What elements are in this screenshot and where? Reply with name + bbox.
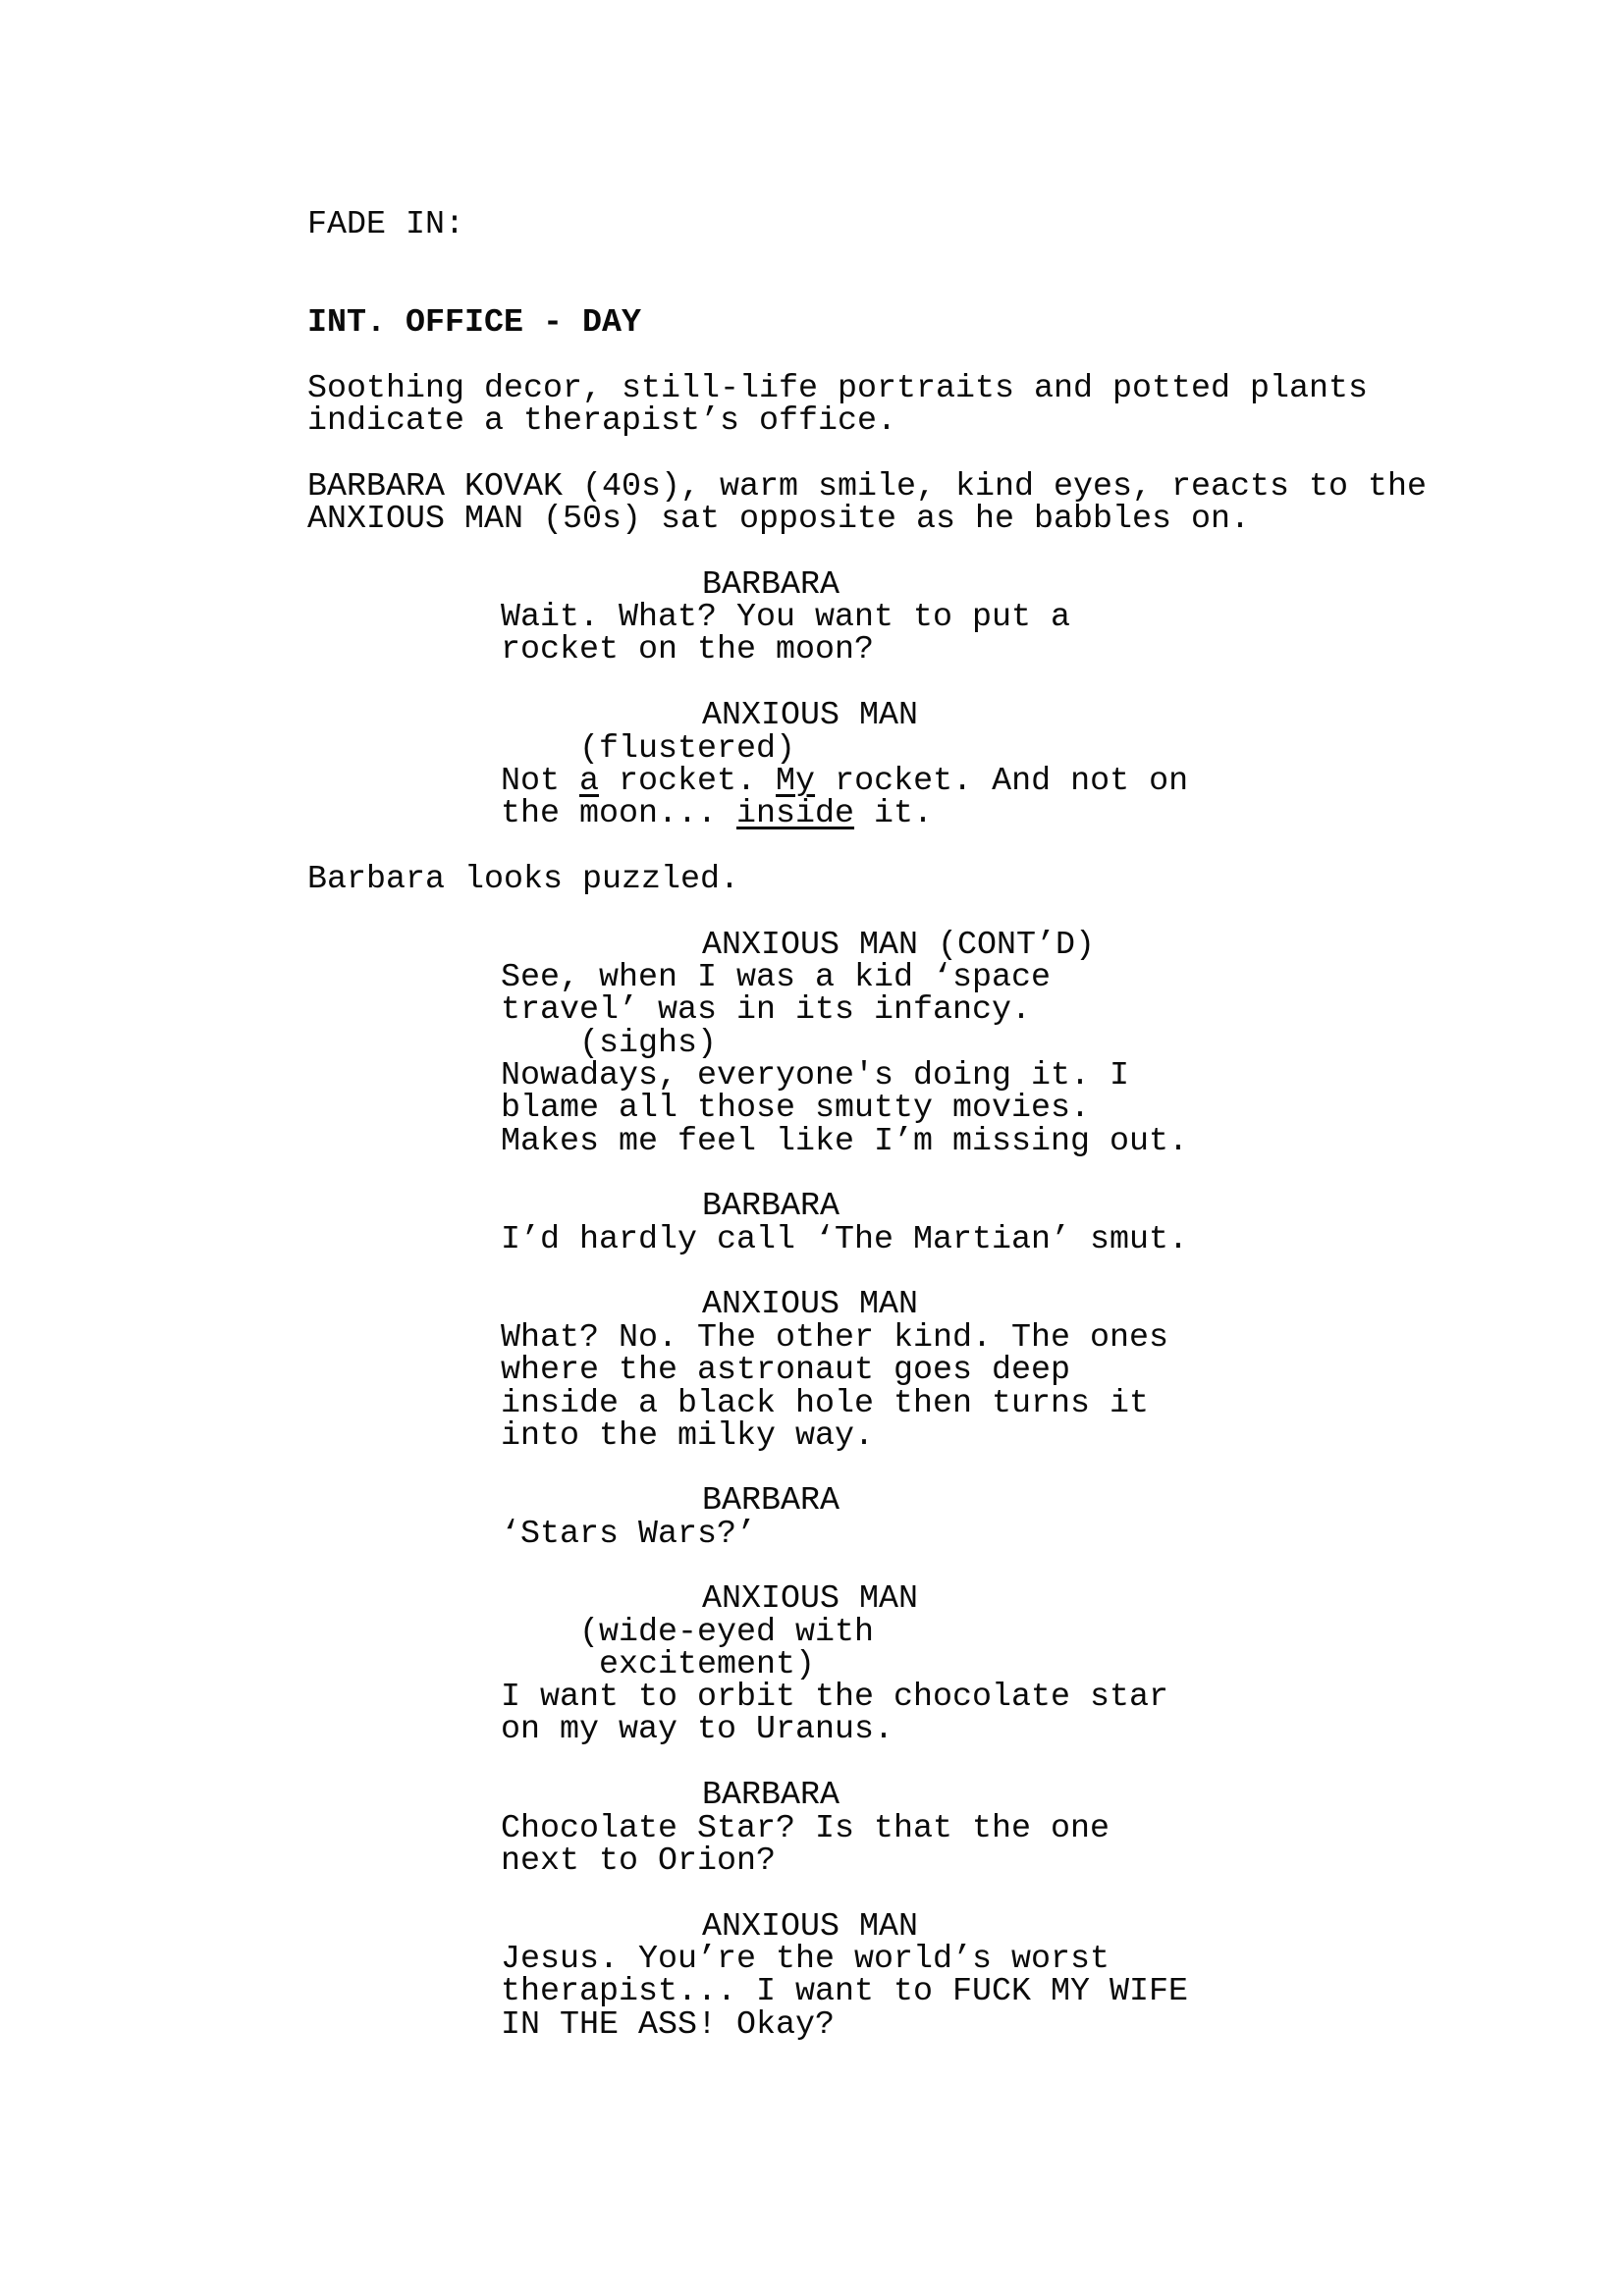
script-line: I’d hardly call ‘The Martian’ smut. [501, 1221, 1189, 1258]
script-line: Chocolate Star? Is that the one [501, 1810, 1110, 1847]
action-setting-description [307, 370, 1369, 441]
dialogue-anxious-man-4 [501, 1679, 1169, 1749]
script-line: Wait. What? You want to put a [501, 599, 1071, 636]
script-line: I want to orbit the chocolate star [501, 1679, 1169, 1716]
script-line: IN THE ASS! Okay? [501, 2005, 836, 2044]
transition-fade-in [307, 206, 465, 243]
dialogue-anxious-man-5 [501, 1941, 1189, 2044]
character-cue-anxious-man-contd [702, 927, 1096, 964]
script-line: FADE IN: [307, 206, 465, 243]
character-cue-anxious-man-4 [702, 1908, 919, 1946]
script-line: (wide-eyed with [579, 1614, 875, 1651]
character-cue-barbara-4 [702, 1777, 840, 1814]
dialogue-anxious-man-2a [501, 959, 1052, 1030]
character-cue-anxious-man-3 [702, 1580, 919, 1618]
script-line: ANXIOUS MAN (CONT’D) [702, 927, 1096, 964]
script-line: blame all those smutty movies. [501, 1090, 1091, 1128]
script-line: BARBARA [702, 1482, 840, 1520]
character-cue-anxious-man-1 [702, 697, 919, 734]
script-line: Barbara looks puzzled. [307, 861, 740, 898]
script-line: Jesus. You’re the world’s worst [501, 1941, 1110, 1978]
script-line: the moon... inside it. [501, 795, 934, 833]
character-cue-anxious-man-2 [702, 1286, 919, 1323]
script-line: ANXIOUS MAN [702, 697, 919, 734]
dialogue-barbara-1 [501, 599, 1071, 669]
script-line: rocket on the moon? [501, 631, 875, 669]
script-line: inside a black hole then turns it [501, 1384, 1150, 1422]
script-line: (flustered) [579, 730, 796, 768]
script-line: ANXIOUS MAN [702, 1580, 919, 1618]
dialogue-anxious-man-3 [501, 1319, 1169, 1456]
dialogue-barbara-4 [501, 1810, 1110, 1881]
script-line: INT. OFFICE - DAY [307, 304, 642, 342]
script-line: What? No. The other kind. The ones [501, 1319, 1169, 1357]
script-line: on my way to Uranus. [501, 1711, 894, 1749]
script-line: (sighs) [579, 1025, 718, 1062]
script-line: Nowadays, everyone's doing it. I [501, 1057, 1130, 1095]
script-line: ANXIOUS MAN [702, 1286, 919, 1323]
dialogue-anxious-man-1 [501, 763, 1189, 833]
script-line: excitement) [579, 1646, 816, 1684]
parenthetical-wide-eyed [579, 1614, 875, 1684]
script-line: travel’ was in its infancy. [501, 991, 1032, 1030]
character-cue-barbara-2 [702, 1188, 840, 1225]
character-cue-barbara [702, 566, 840, 604]
script-line: ‘Stars Wars?’ [501, 1516, 757, 1553]
scene-heading [307, 304, 642, 342]
script-line: into the milky way. [501, 1417, 875, 1456]
script-line: BARBARA [702, 566, 840, 604]
parenthetical-flustered [579, 730, 796, 768]
script-line: BARBARA KOVAK (40s), warm smile, kind eyes, reacts to the [307, 468, 1428, 506]
dialogue-anxious-man-2b [501, 1057, 1189, 1160]
script-line: BARBARA [702, 1777, 840, 1814]
script-line: where the astronaut goes deep [501, 1352, 1071, 1390]
script-line: Soothing decor, still-life portraits and potted plants [307, 370, 1369, 407]
script-line: Not a rocket. My rocket. And not on [501, 763, 1189, 800]
dialogue-barbara-3 [501, 1516, 757, 1553]
parenthetical-sighs [579, 1025, 718, 1062]
script-line: BARBARA [702, 1188, 840, 1225]
dialogue-barbara-2 [501, 1221, 1189, 1258]
script-line: therapist... I want to FUCK MY WIFE [501, 1973, 1189, 2011]
action-barbara-puzzled [307, 861, 740, 898]
script-line: next to Orion? [501, 1842, 777, 1881]
script-line: ANXIOUS MAN (50s) sat opposite as he babbles on. [307, 501, 1251, 539]
character-cue-barbara-3 [702, 1482, 840, 1520]
action-character-intro [307, 468, 1428, 539]
script-line: Makes me feel like I’m missing out. [501, 1122, 1189, 1160]
script-line: ANXIOUS MAN [702, 1908, 919, 1946]
script-line: See, when I was a kid ‘space [501, 959, 1052, 996]
script-line: indicate a therapist’s office. [307, 402, 897, 441]
